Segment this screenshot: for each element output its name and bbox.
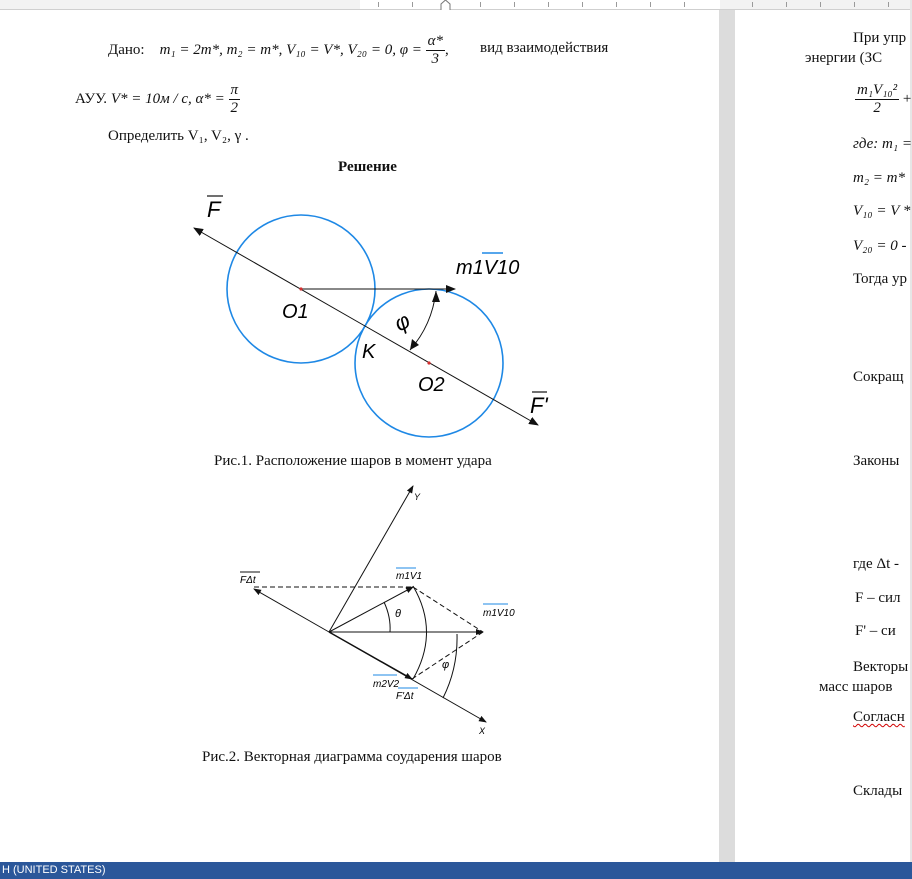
label-phi: φ xyxy=(389,307,415,337)
p2-where-2: m₂ = m* xyxy=(853,170,906,186)
line-of-centers-arrow-F xyxy=(194,228,365,326)
p2-masses: масс шаров xyxy=(819,679,893,695)
ruler-tick xyxy=(888,2,889,7)
ruler-tick xyxy=(378,2,379,7)
p2-frac-den: 2 xyxy=(873,100,881,116)
phi-fraction xyxy=(426,33,445,68)
ruler-tick xyxy=(786,2,787,7)
ruler-tick xyxy=(412,2,413,7)
ruler-tick xyxy=(650,2,651,7)
figure-1-caption: Рис.1. Расположение шаров в момент удара xyxy=(214,453,492,469)
document-page-1[interactable] xyxy=(0,10,719,862)
language-indicator[interactable]: H (UNITED STATES) xyxy=(2,864,106,876)
ruler-tick xyxy=(752,2,753,7)
p2-force-1: F – сил xyxy=(855,590,901,606)
vector-m2V2 xyxy=(329,632,412,679)
determine-line: Определить V₁, V₂, γ . xyxy=(108,128,249,144)
p2-where-4: V₂₀ = 0 - xyxy=(853,238,907,254)
p2-adding: Склады xyxy=(853,783,903,799)
horizontal-ruler[interactable] xyxy=(0,0,910,10)
given-line-1: Дано: m₁ = 2m*, m₂ = m*, V₁₀ = V*, V₂₀ = 0, φ = $\frac{\alpha*}{3}$ , xyxy=(108,33,449,67)
alpha-fraction xyxy=(229,82,241,117)
given-line2-start: АУУ. xyxy=(75,90,108,107)
given-line2-formula: V* = 10м / с, α* = xyxy=(110,90,225,107)
ruler-tick xyxy=(480,2,481,7)
line-of-centers-arrow-F-prime xyxy=(365,326,538,425)
phi-numerator: α* xyxy=(427,33,443,49)
figure-1-diagram xyxy=(180,188,560,450)
label-phi-2: φ xyxy=(442,659,450,671)
p2-reduce: Сокращ xyxy=(853,369,904,385)
ruler-tick xyxy=(548,2,549,7)
vector-F-dt xyxy=(254,589,329,632)
label-O1: O1 xyxy=(282,301,309,323)
label-Y: Y xyxy=(414,492,421,502)
p2-according: Согласн xyxy=(853,709,905,725)
label-m1V10-2: m1V10 xyxy=(483,608,515,619)
figure-2-caption: Рис.2. Векторная диаграмма соударения шаров xyxy=(202,749,502,765)
ruler-text-area xyxy=(360,0,720,9)
p2-force-2: F' – си xyxy=(855,623,896,639)
alpha-denominator: 2 xyxy=(230,100,238,116)
label-F: F xyxy=(207,197,221,222)
given-trailing-text: вид взаимодействия xyxy=(480,40,609,56)
label-m2V2: m2V2 xyxy=(373,679,400,690)
ruler-tick xyxy=(820,2,821,7)
p2-frac-num: m₁V₁₀² xyxy=(857,82,898,98)
p2-fraction xyxy=(855,82,899,117)
center-O1-dot xyxy=(299,287,302,290)
label-F-prime: F' xyxy=(530,393,548,418)
p2-line-1: При упр xyxy=(853,30,907,46)
p2-where-1: где: m₁ = xyxy=(853,136,912,152)
label-m1V10: m1V10 xyxy=(456,257,520,279)
ruler-tick xyxy=(582,2,583,7)
p2-vectors: Векторы xyxy=(853,659,909,675)
ruler-tick xyxy=(684,2,685,7)
label-K: K xyxy=(362,341,376,363)
label-X: X xyxy=(479,726,486,736)
p2-where-dt: где Δt - xyxy=(853,556,900,572)
given-formula: m₁ = 2m*, m₂ = m*, V₁₀ = V*, V₂₀ = 0, φ = xyxy=(159,41,422,58)
p2-laws: Законы xyxy=(853,453,900,469)
ruler-tick xyxy=(854,2,855,7)
angle-theta-arc xyxy=(384,602,390,632)
p2-frac-plus: + xyxy=(902,90,912,107)
p2-line-2: энергии (ЗС xyxy=(805,50,883,66)
label-FDt: FΔt xyxy=(240,575,256,586)
label-m1V1: m1V1 xyxy=(396,571,423,582)
document-page-2[interactable] xyxy=(735,10,910,862)
figure-2-diagram xyxy=(236,482,522,746)
ruler-tick xyxy=(514,2,515,7)
given-label: Дано: xyxy=(108,41,145,58)
p2-where-3: V₁₀ = V * xyxy=(853,203,911,219)
angle-arrow-top xyxy=(432,291,440,302)
center-O2-dot xyxy=(427,361,430,364)
page-gap xyxy=(719,10,735,862)
given-line-2 xyxy=(75,82,240,117)
status-bar xyxy=(0,862,912,879)
p2-then: Тогда ур xyxy=(853,271,907,287)
phi-denominator: 3 xyxy=(431,51,440,67)
label-O2: O2 xyxy=(418,374,445,396)
ruler-tick xyxy=(616,2,617,7)
alpha-numerator: π xyxy=(230,82,239,98)
p2-energy-fraction xyxy=(855,82,911,117)
label-theta: θ xyxy=(395,608,401,620)
solution-heading: Решение xyxy=(338,159,397,175)
label-FpDt: F'Δt xyxy=(396,691,414,702)
